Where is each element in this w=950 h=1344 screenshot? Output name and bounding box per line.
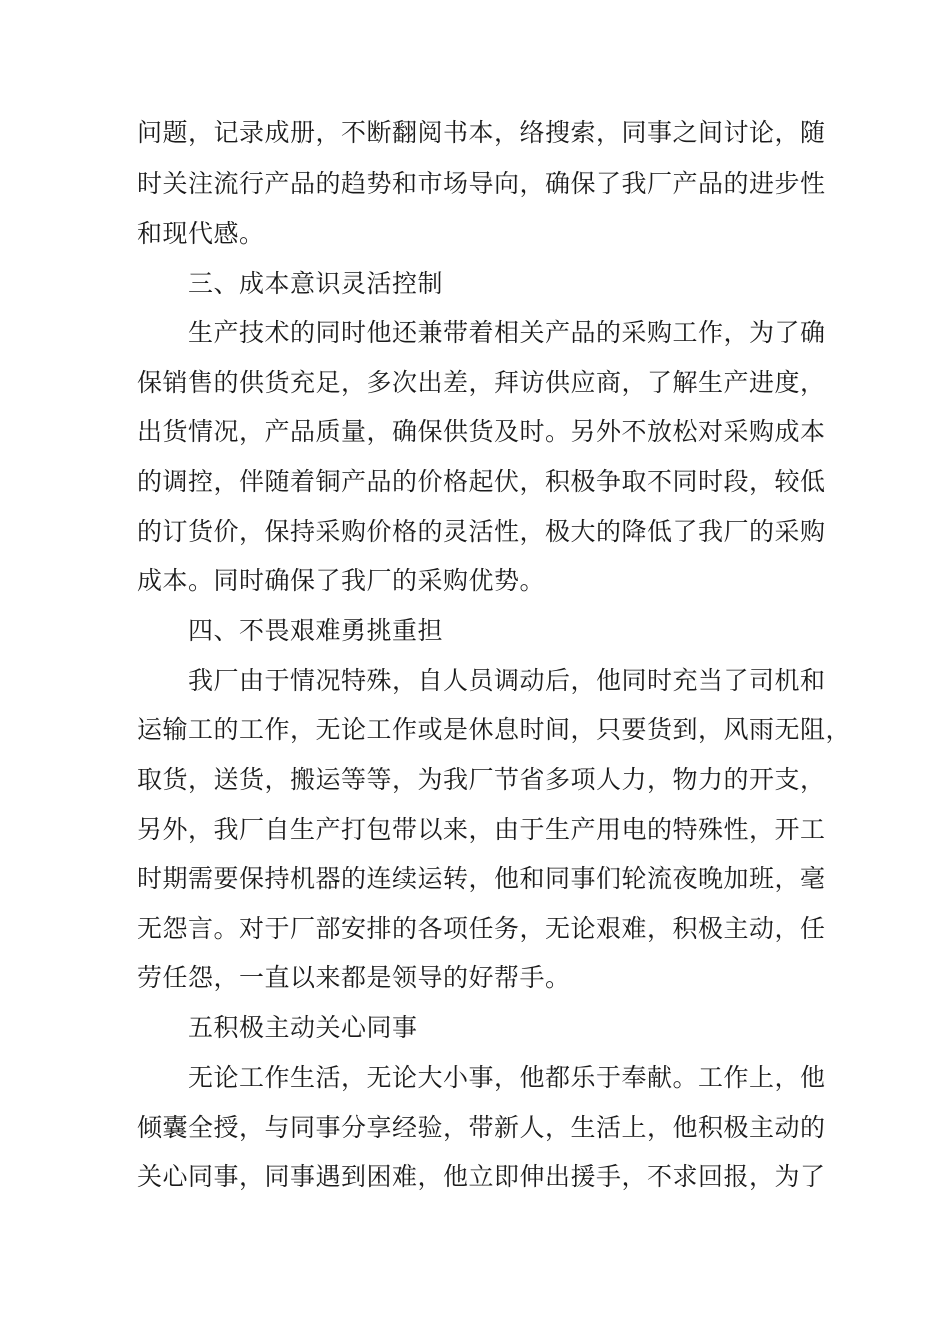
text-line: 运输工的工作，无论工作或是休息时间，只要货到，风雨无阻， bbox=[137, 715, 852, 744]
text-line: 倾囊全授，与同事分享经验，带新人，生活上，他积极主动的 bbox=[137, 1113, 826, 1142]
text-line: 和现代感。 bbox=[137, 219, 265, 248]
text-line: 时关注流行产品的趋势和市场导向，确保了我厂产品的进步性 bbox=[137, 169, 826, 198]
text-line: 无怨言。对于厂部安排的各项任务，无论艰难，积极主动，任 bbox=[137, 914, 826, 943]
text-line: 我厂由于情况特殊，自人员调动后，他同时充当了司机和 bbox=[188, 666, 826, 695]
text-line: 的订货价，保持采购价格的灵活性，极大的降低了我厂的采购 bbox=[137, 517, 826, 546]
text-line: 问题，记录成册，不断翻阅书本，络搜索，同事之间讨论，随 bbox=[137, 118, 826, 147]
text-line: 的调控，伴随着铜产品的价格起伏，积极争取不同时段，较低 bbox=[137, 467, 826, 496]
text-line: 关心同事，同事遇到困难，他立即伸出援手，不求回报，为了 bbox=[137, 1162, 826, 1191]
section-heading: 五积极主动关心同事 bbox=[188, 1013, 418, 1042]
text-line: 生产技术的同时他还兼带着相关产品的采购工作，为了确 bbox=[188, 318, 826, 347]
section-heading: 四、不畏艰难勇挑重担 bbox=[188, 616, 444, 645]
text-line: 时期需要保持机器的连续运转，他和同事们轮流夜晚加班，毫 bbox=[137, 864, 826, 893]
section-heading: 三、成本意识灵活控制 bbox=[188, 269, 444, 298]
text-line: 出货情况，产品质量，确保供货及时。另外不放松对采购成本 bbox=[137, 417, 826, 446]
text-line: 保销售的供货充足，多次出差，拜访供应商，了解生产进度， bbox=[137, 368, 826, 397]
text-line: 另外，我厂自生产打包带以来，由于生产用电的特殊性，开工 bbox=[137, 815, 826, 844]
text-line: 取货，送货，搬运等等，为我厂节省多项人力，物力的开支， bbox=[137, 765, 826, 794]
text-line: 无论工作生活，无论大小事，他都乐于奉献。工作上，他 bbox=[188, 1063, 826, 1092]
text-line: 劳任怨，一直以来都是领导的好帮手。 bbox=[137, 963, 571, 992]
text-line: 成本。同时确保了我厂的采购优势。 bbox=[137, 566, 546, 595]
